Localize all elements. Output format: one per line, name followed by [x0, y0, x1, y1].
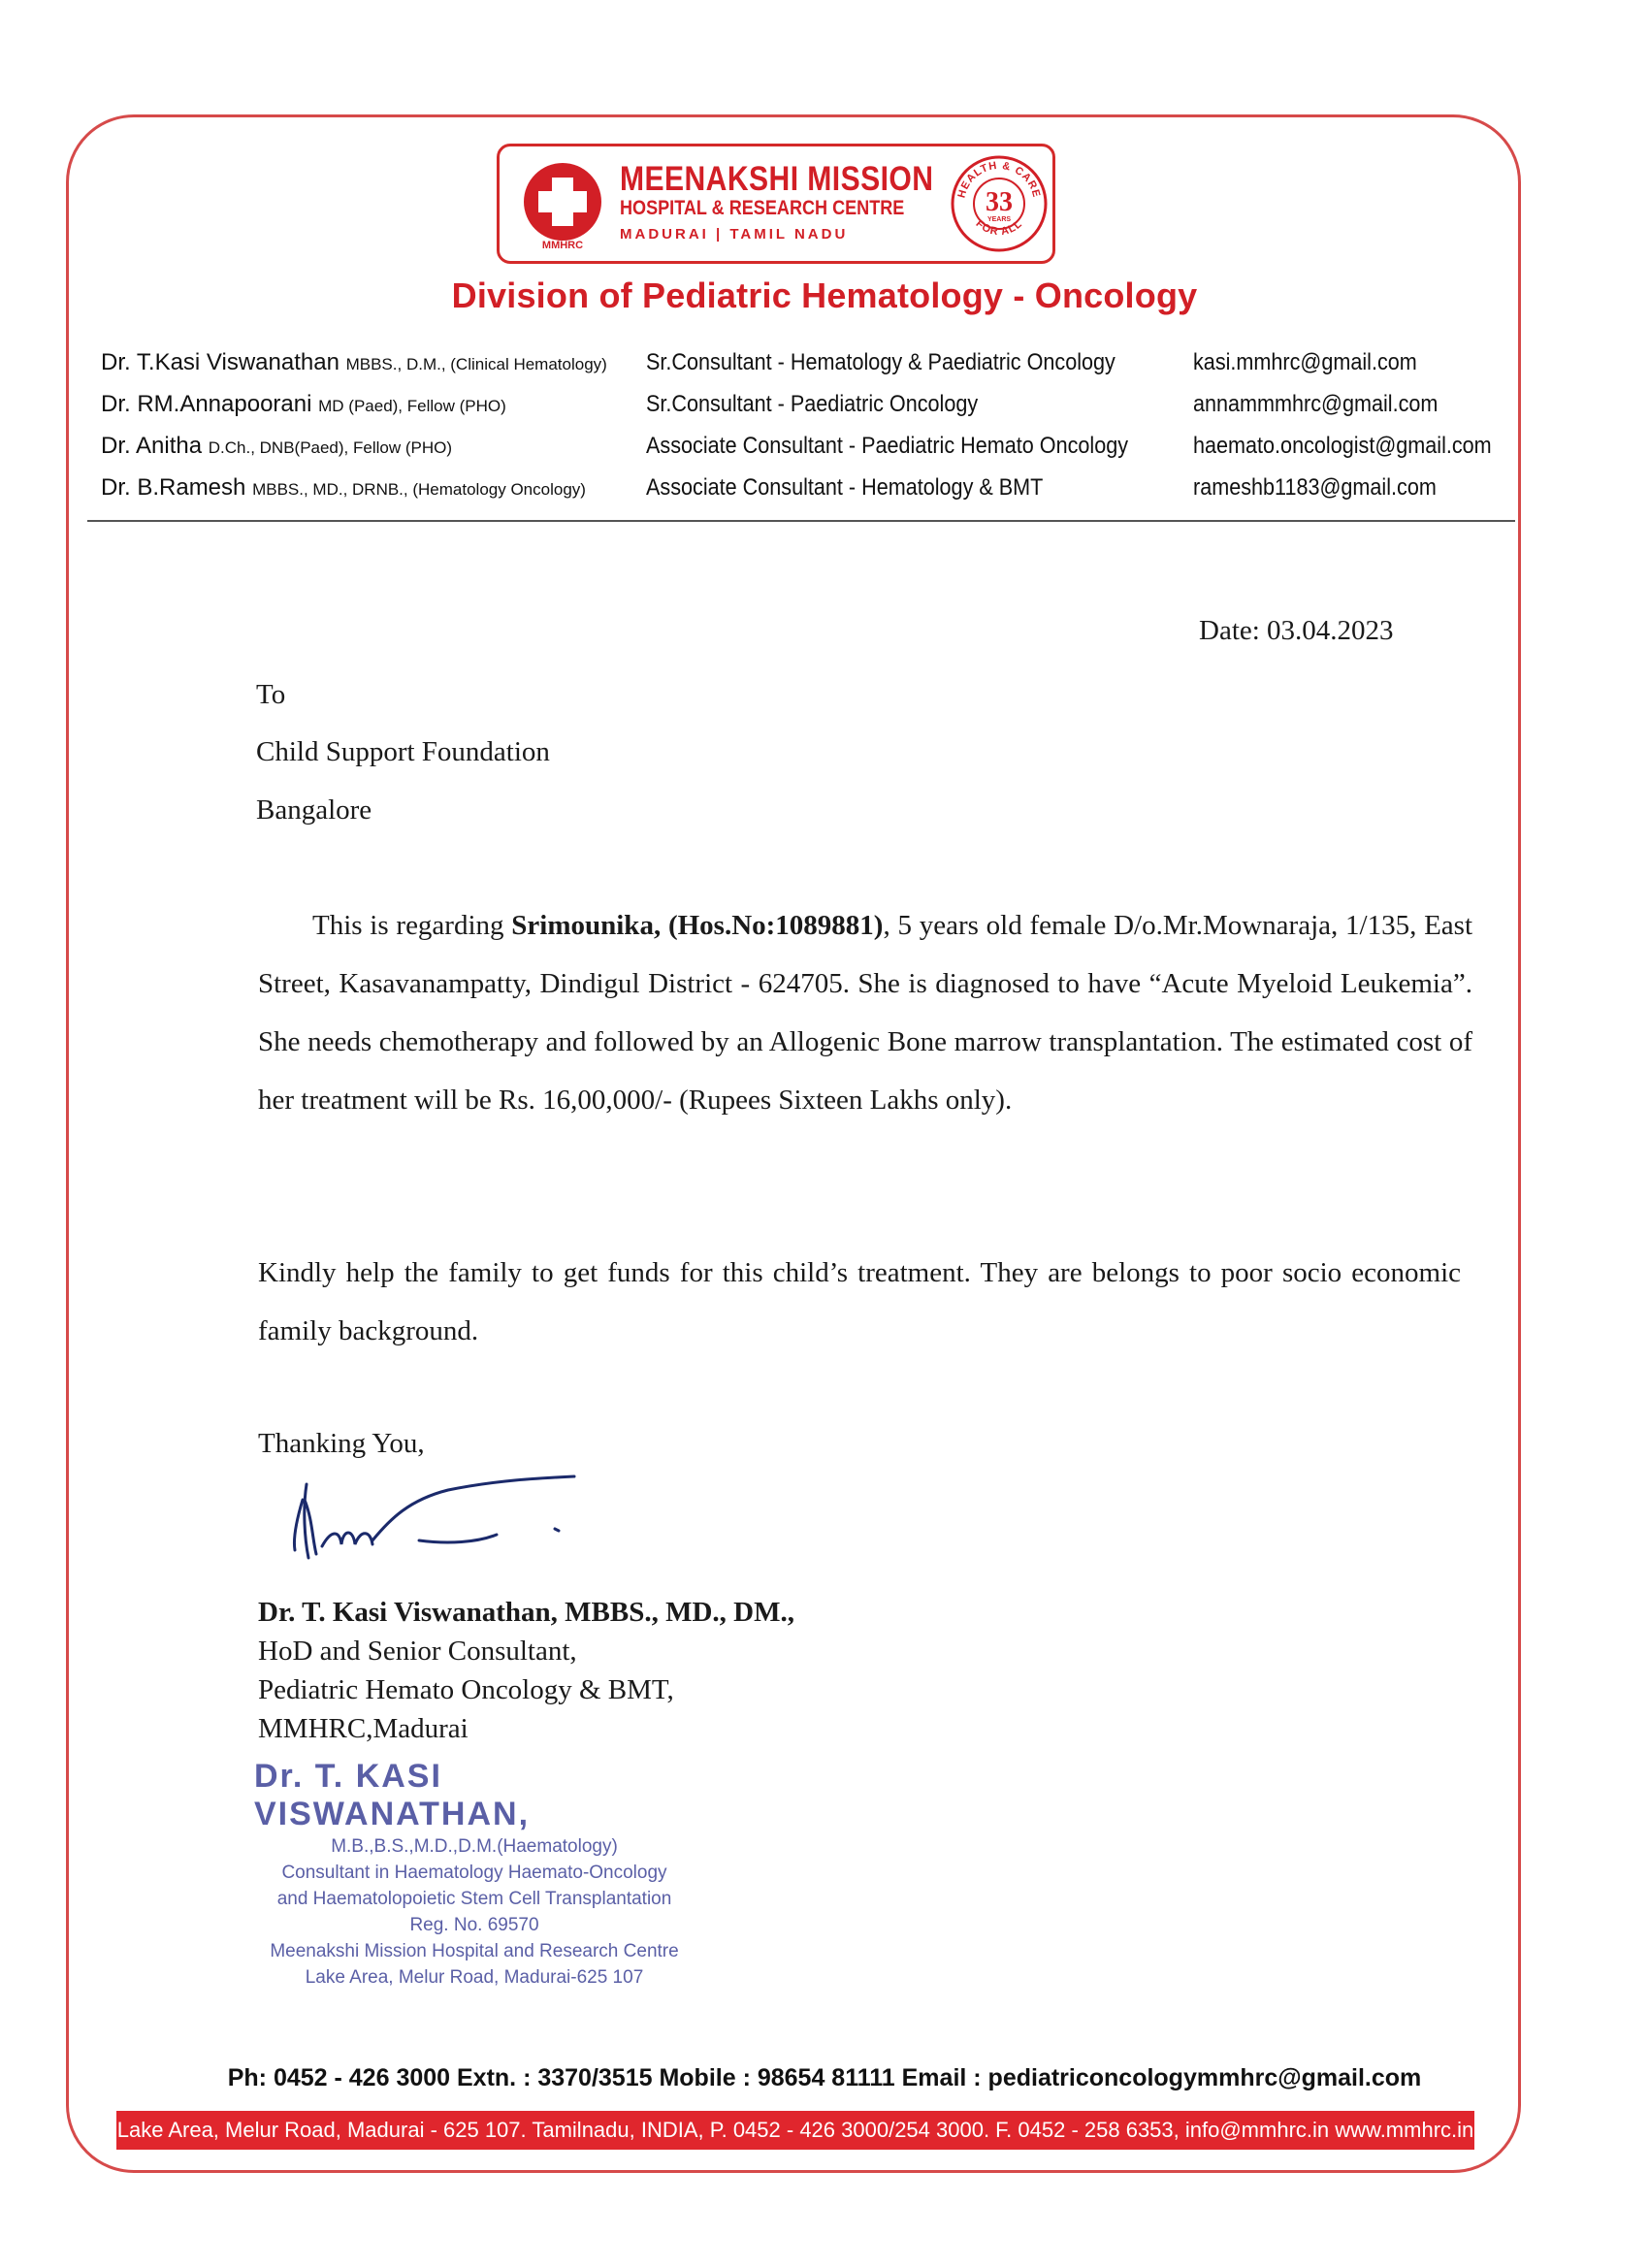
staff-qualification: MD (Paed), Fellow (PHO)	[318, 397, 506, 415]
stamp-name: Dr. T. KASI VISWANATHAN,	[254, 1758, 531, 1832]
seal-bottom-text: FOR ALL	[973, 217, 1025, 239]
hospital-location: MADURAI | TAMIL NADU	[620, 226, 849, 243]
footer-address-bar: Lake Area, Melur Road, Madurai - 625 107. Tamilnadu, INDIA, P. 0452 - 426 3000/254 3000. F. 0452 - 258 6353, info@mmhrc.in www.mmhrc.in	[116, 2111, 1474, 2150]
staff-name-cell	[101, 433, 452, 460]
para1-start: This is regarding	[312, 910, 512, 941]
staff-email: kasi.mmhrc@gmail.com	[1193, 349, 1417, 375]
signer-organization: MMHRC,Madurai	[258, 1713, 469, 1744]
staff-qualification: MBBS., D.M., (Clinical Hematology)	[345, 355, 607, 373]
seal-top-text: HEALTH & CARE	[955, 159, 1043, 200]
staff-email: annammmhrc@gmail.com	[1193, 391, 1439, 417]
staff-email: haemato.oncologist@gmail.com	[1193, 433, 1492, 459]
staff-role: Sr.Consultant - Hematology & Paediatric Oncology	[646, 349, 1116, 375]
signer-title-2: Pediatric Hemato Oncology & BMT,	[258, 1674, 674, 1705]
patient-name: Srimounika, (Hos.No:1089881)	[511, 910, 884, 941]
salutation-to: To	[256, 679, 286, 710]
division-title: Division of Pediatric Hematology - Oncology	[451, 275, 1198, 315]
cross-logo-icon	[515, 156, 610, 251]
stamp-address: Lake Area, Melur Road, Madurai-625 107	[305, 1967, 644, 1988]
closing: Thanking You,	[258, 1428, 425, 1459]
stamp-registration: Reg. No. 69570	[409, 1915, 539, 1935]
letter-date: Date: 03.04.2023	[1199, 615, 1394, 646]
para2-text: Kindly help the family to get funds for this child’s treatment. They are belongs to poor socio economic family background.	[258, 1257, 1461, 1346]
staff-row	[101, 391, 1498, 433]
hospital-name: MEENAKSHI MISSION	[620, 160, 934, 198]
staff-row	[101, 474, 1498, 516]
letter-paragraph-2	[258, 1244, 1461, 1360]
para1-rest: , 5 years old female D/o.Mr.Mownaraja, 1/135, East Street, Kasavanampatty, Dindigul District - 624705. She is diagnosed to have “Acute Myeloid Leukemia”. She needs chemotherapy and followed by an Allogenic Bone marrow transplantation. The estimated cost of her treatment will be Rs. 16,00,000/- (Rupees Sixteen Lakhs only).	[258, 910, 1472, 1116]
staff-name-cell	[101, 349, 607, 376]
signer-name: Dr. T. Kasi Viswanathan, MBBS., MD., DM.,	[258, 1597, 794, 1628]
seal-number: 33	[986, 187, 1013, 217]
logo-mark-text: MMHRC	[541, 240, 584, 251]
staff-name-cell	[101, 474, 586, 502]
hospital-logo	[497, 144, 1055, 264]
stamp-line-1: Consultant in Haematology Haemato-Oncology	[281, 1863, 667, 1883]
staff-list	[101, 349, 1498, 516]
signer-title-1: HoD and Senior Consultant,	[258, 1636, 577, 1667]
staff-name: Dr. T.Kasi Viswanathan	[101, 349, 340, 375]
staff-role: Associate Consultant - Hematology & BMT	[646, 474, 1044, 501]
anniversary-seal-icon	[948, 152, 1051, 255]
header-divider	[87, 520, 1515, 522]
handwritten-signature	[283, 1461, 594, 1568]
staff-email: rameshb1183@gmail.com	[1193, 474, 1437, 501]
stamp-line-2: and Haematolopoietic Stem Cell Transplantation	[276, 1889, 672, 1909]
staff-row	[101, 349, 1498, 391]
staff-name: Dr. B.Ramesh	[101, 474, 246, 501]
stamp-qualification: M.B.,B.S.,M.D.,D.M.(Haematology)	[331, 1836, 618, 1857]
stamp-hospital: Meenakshi Mission Hospital and Research Centre	[270, 1941, 679, 1961]
signer-block	[258, 1593, 794, 1748]
staff-role: Associate Consultant - Paediatric Hemato Oncology	[646, 433, 1129, 459]
staff-role: Sr.Consultant - Paediatric Oncology	[646, 391, 979, 417]
staff-qualification: D.Ch., DNB(Paed), Fellow (PHO)	[208, 438, 453, 457]
staff-name: Dr. RM.Annapoorani	[101, 391, 312, 417]
recipient-name: Child Support Foundation	[256, 736, 550, 767]
letter-paragraph-1	[258, 896, 1472, 1129]
doctor-stamp	[246, 1758, 702, 1991]
recipient-city: Bangalore	[256, 794, 372, 826]
contact-line: Ph: 0452 - 426 3000 Extn. : 3370/3515 Mobile : 98654 81111 Email : pediatriconcologymmhrc@gmail.com	[227, 2064, 1422, 2091]
staff-qualification: MBBS., MD., DRNB., (Hematology Oncology)	[252, 480, 586, 499]
staff-name-cell	[101, 391, 506, 418]
hospital-subtitle: HOSPITAL & RESEARCH CENTRE	[620, 197, 905, 219]
staff-name: Dr. Anitha	[101, 433, 203, 459]
seal-years: YEARS	[986, 216, 1012, 223]
staff-row	[101, 433, 1498, 474]
